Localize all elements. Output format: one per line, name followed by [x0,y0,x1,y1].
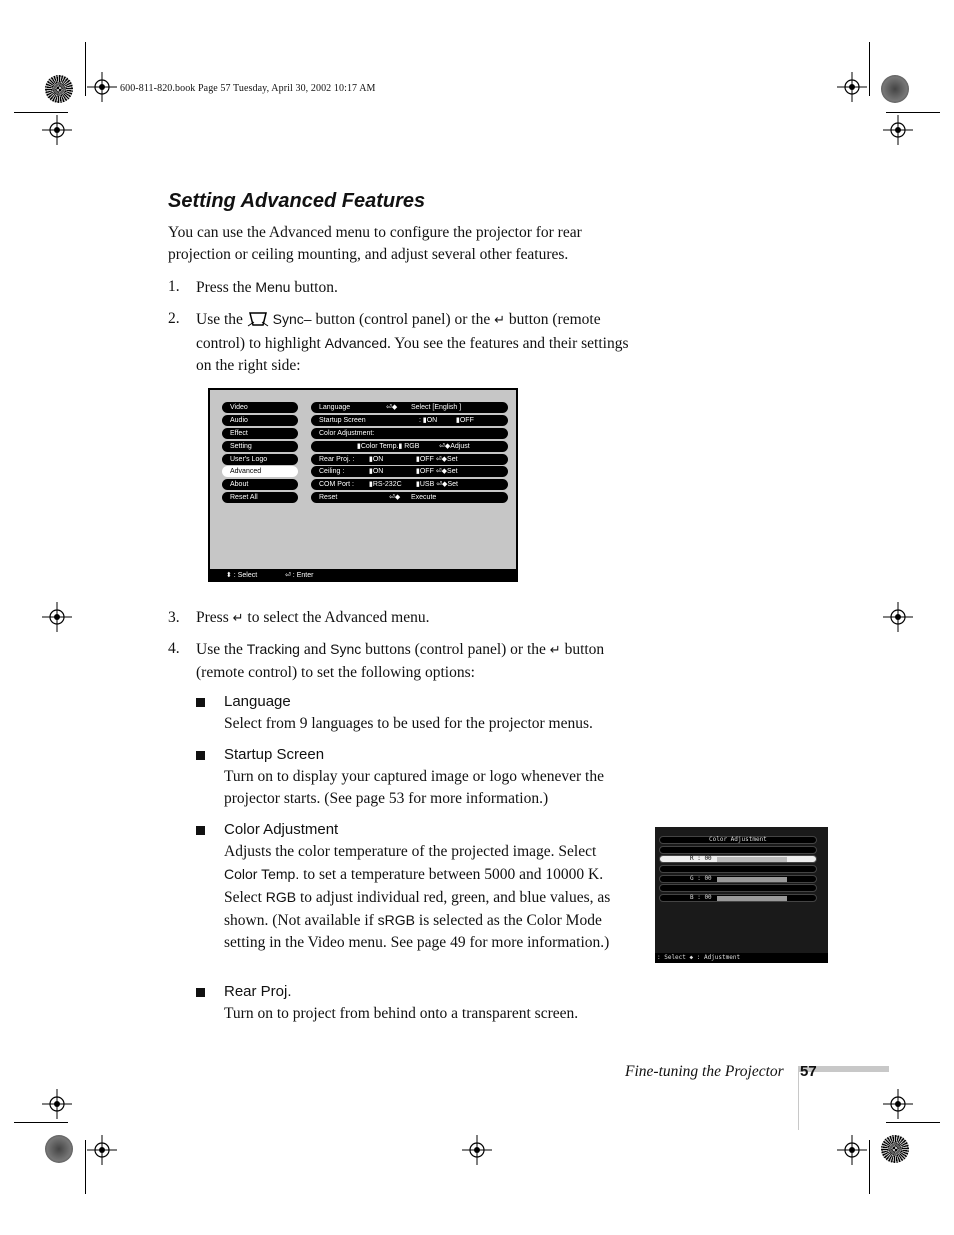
menu-item-advanced: Advanced [222,466,298,477]
intro-paragraph: You can use the Advanced menu to configure the projector for rear projection or ceiling mounting, and adjust several other features. [168,224,582,263]
advanced-menu-screenshot [208,388,518,582]
registration-mark-icon [462,1135,492,1165]
registration-mark-icon [883,602,913,632]
menu-item-video: Video [222,402,298,413]
option-row-com-port: COM Port : ▮RS-232C ▮USB ⏎◆Set [311,479,508,490]
star-target-icon [881,1135,909,1163]
red-level-bar [717,857,787,862]
page-number: 57 [800,1063,817,1080]
menu-item-reset-all: Reset All [222,492,298,503]
option-row-rear-proj: Rear Proj. : ▮ON ▮OFF ⏎◆Set [311,454,508,465]
option-row-color-adj: Color Adjustment: [311,428,508,439]
step-4: 4. Use the Tracking and Sync buttons (control panel) or the ↵ button (remote control) to set the following options: [168,640,605,681]
menu-item-users-logo: User's Logo [222,454,298,465]
option-row-reset: Reset ⏎◆ Execute [311,492,508,503]
color-adjustment-screenshot: Color Adjustment R : 00 G : 00 B : 00 : Select ◆ : Adjustment [655,827,828,963]
bullet-square-icon [196,751,205,760]
menu-item-audio: Audio [222,415,298,426]
color-screen-footer: : Select ◆ : Adjustment [657,954,741,961]
registration-mark-icon [87,1135,117,1165]
enter-arrow-icon: ↵ [232,611,244,626]
chapter-title: Fine-tuning the Projector [625,1063,784,1080]
registration-mark-icon [883,115,913,145]
enter-arrow-icon: ↵ [494,313,506,328]
registration-mark-icon [883,1089,913,1119]
menu-footer: ⬍ : Select ⏎ : Enter [210,569,516,582]
color-screen-title: Color Adjustment [709,836,767,843]
menu-item-setting: Setting [222,441,298,452]
registration-mark-icon [42,602,72,632]
green-level-bar [717,877,787,882]
blue-level-bar [717,896,787,901]
menu-button-label: Menu [255,279,291,295]
registration-mark-icon [87,72,117,102]
star-target-icon [45,1135,73,1163]
bullet-square-icon [196,826,205,835]
bullet-square-icon [196,988,205,997]
section-title: Setting Advanced Features [168,190,426,212]
registration-mark-icon [42,115,72,145]
enter-arrow-icon: ↵ [549,643,561,658]
keystone-icon [247,311,269,327]
step-2: 2. Use the Sync– button (control panel) or the ↵ button (remote control) to highlight Advanced. You see the features and their settings on the right side: [168,310,629,374]
menu-item-effect: Effect [222,428,298,439]
option-row-ceiling: Ceiling : ▮ON ▮OFF ⏎◆Set [311,466,508,477]
option-row-language: Language ⏎◆ Select [English ] [311,402,508,413]
option-row-color-temp: ▮Color Temp.▮ RGB ⏎◆Adjust [311,441,508,452]
option-row-startup: Startup Screen : ▮ON ▮OFF [311,415,508,426]
bullet-square-icon [196,698,205,707]
registration-mark-icon [42,1089,72,1119]
registration-mark-icon [837,1135,867,1165]
menu-item-about: About [222,479,298,490]
star-target-icon [881,75,909,103]
page-divider [798,1066,799,1130]
print-header: 600-811-820.book Page 57 Tuesday, April 30, 2002 10:17 AM [120,83,376,94]
star-target-icon [45,75,73,103]
registration-mark-icon [837,72,867,102]
